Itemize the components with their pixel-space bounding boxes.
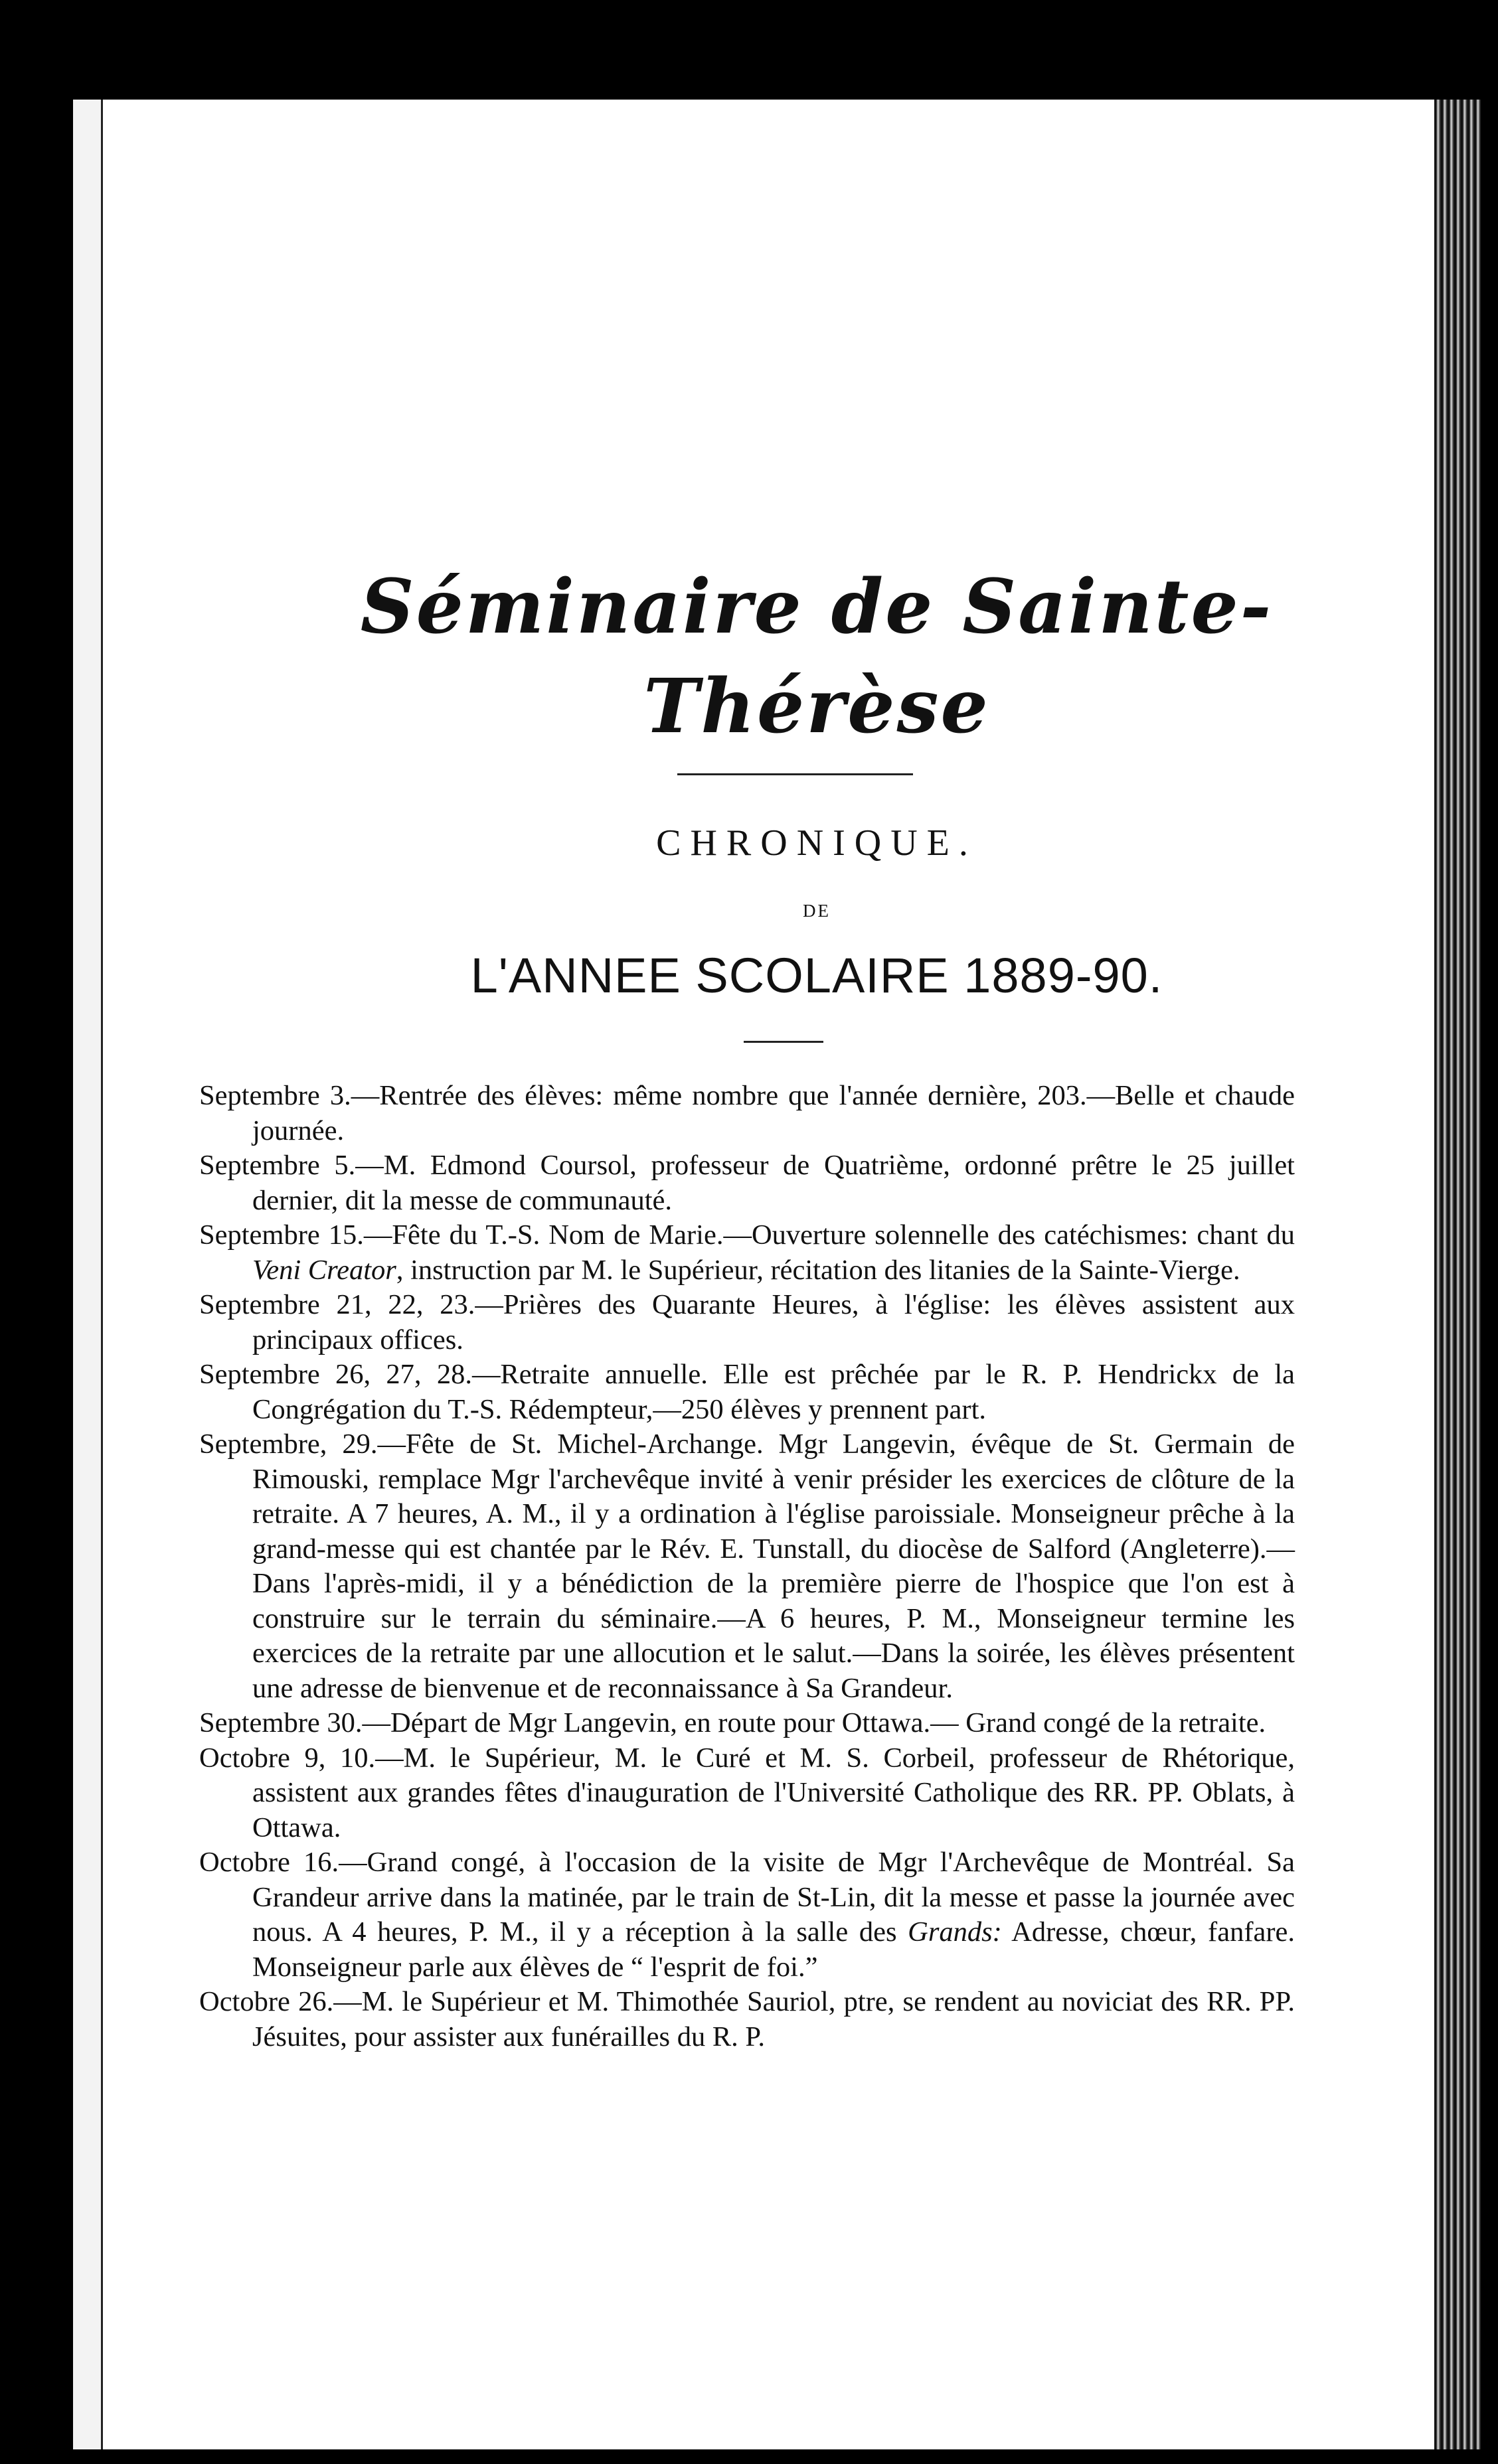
entry-sept-15-emph: Veni Creator [252, 1254, 396, 1286]
section-divider [744, 1041, 823, 1043]
entry-oct-16 [199, 1845, 1295, 1985]
chronicle-entries [199, 1079, 1295, 2054]
entry-sept-29: Septembre, 29.—Fête de St. Michel-Archange. Mgr Langevin, évêque de St. Germain de Rimouski, remplace Mgr l'archevêque invité à venir présider les exercices de clôture de la retraite. A 7 heures, A. M., il y a ordination à l'église paroissiale. Monseigneur prêche à la grand-messe qui est chantée par le Rév. E. Tunstall, du diocèse de Salford (Angleterre).—Dans l'après-midi, il y a bénédiction de la première pierre de l'hospice que l'on est à construire sur le terrain du séminaire.—A 6 heures, P. M., Monseigneur termine les exercices de la retraite par une allocution et le salut.—Dans la soirée, les élèves présentent une adresse de bienvenue et de reconnaissance à Sa Grandeur. [199, 1428, 1295, 1704]
entry-oct-16-text-a: Octobre 16.—Grand congé, à l'occasion de la visite de Mgr l'Archevêque de Montréal. Sa Grandeur arrive dans la matinée, par le train de St-Lin, dit la messe et passe la journée avec nous. A 4 heures, P. M., il y a réception à la salle des [199, 1847, 1295, 1948]
entry-sept-15 [199, 1218, 1295, 1288]
school-year-heading: L'ANNEE SCOLAIRE 1889-90. [470, 948, 1163, 1003]
entry-oct-16-emph: Grands: [908, 1916, 1002, 1948]
entry-sept-5: Septembre 5.—M. Edmond Coursol, professeur de Quatrième, ordonné prêtre le 25 juillet dernier, dit la messe de communauté. [199, 1150, 1295, 1216]
seminary-title: Séminaire de Sainte-Thérèse [360, 564, 1274, 750]
entry-sept-21: Septembre 21, 22, 23.—Prières des Quarante Heures, à l'église: les élèves assistent aux principaux offices. [199, 1289, 1295, 1355]
book-binding-edge [1434, 100, 1481, 2449]
entry-sept-26: Septembre 26, 27, 28.—Retraite annuelle. Elle est prêchée par le R. P. Hendrickx de la Congrégation du T.-S. Rédempteur,—250 élèves y prennent part. [199, 1359, 1295, 1425]
chronique-heading: CHRONIQUE. [656, 822, 977, 864]
entry-sept-3: Septembre 3.—Rentrée des élèves: même nombre que l'année dernière, 203.—Belle et chaude journée. [199, 1080, 1295, 1146]
book-page [73, 100, 1481, 2449]
title-divider [677, 773, 913, 775]
entry-oct-9: Octobre 9, 10.—M. le Supérieur, M. le Curé et M. S. Corbeil, professeur de Rhétorique, assistent aux grandes fêtes d'inauguration de l'Université Catholique des RR. PP. Oblats, à Ottawa. [199, 1742, 1295, 1843]
page-margin-strip [73, 100, 103, 2449]
de-label: DE [803, 901, 831, 921]
entry-sept-15-text-b: , instruction par M. le Supérieur, récitation des litanies de la Sainte-Vierge. [396, 1254, 1240, 1286]
entry-sept-30: Septembre 30.—Départ de Mgr Langevin, en route pour Ottawa.— Grand congé de la retraite. [199, 1707, 1266, 1738]
entry-oct-26: Octobre 26.—M. le Supérieur et M. Thimothée Sauriol, ptre, se rendent au noviciat des RR. PP. Jésuites, pour assister aux funérailles du R. P. [199, 1986, 1295, 2052]
entry-oct-16-text-b: Adresse, chœur, fanfare. Monseigneur parle aux élèves de “ l'esprit de foi.” [252, 1916, 1295, 1983]
entry-sept-15-text-a: Septembre 15.—Fête du T.-S. Nom de Marie.—Ouverture solennelle des catéchismes: chant du [199, 1219, 1295, 1251]
